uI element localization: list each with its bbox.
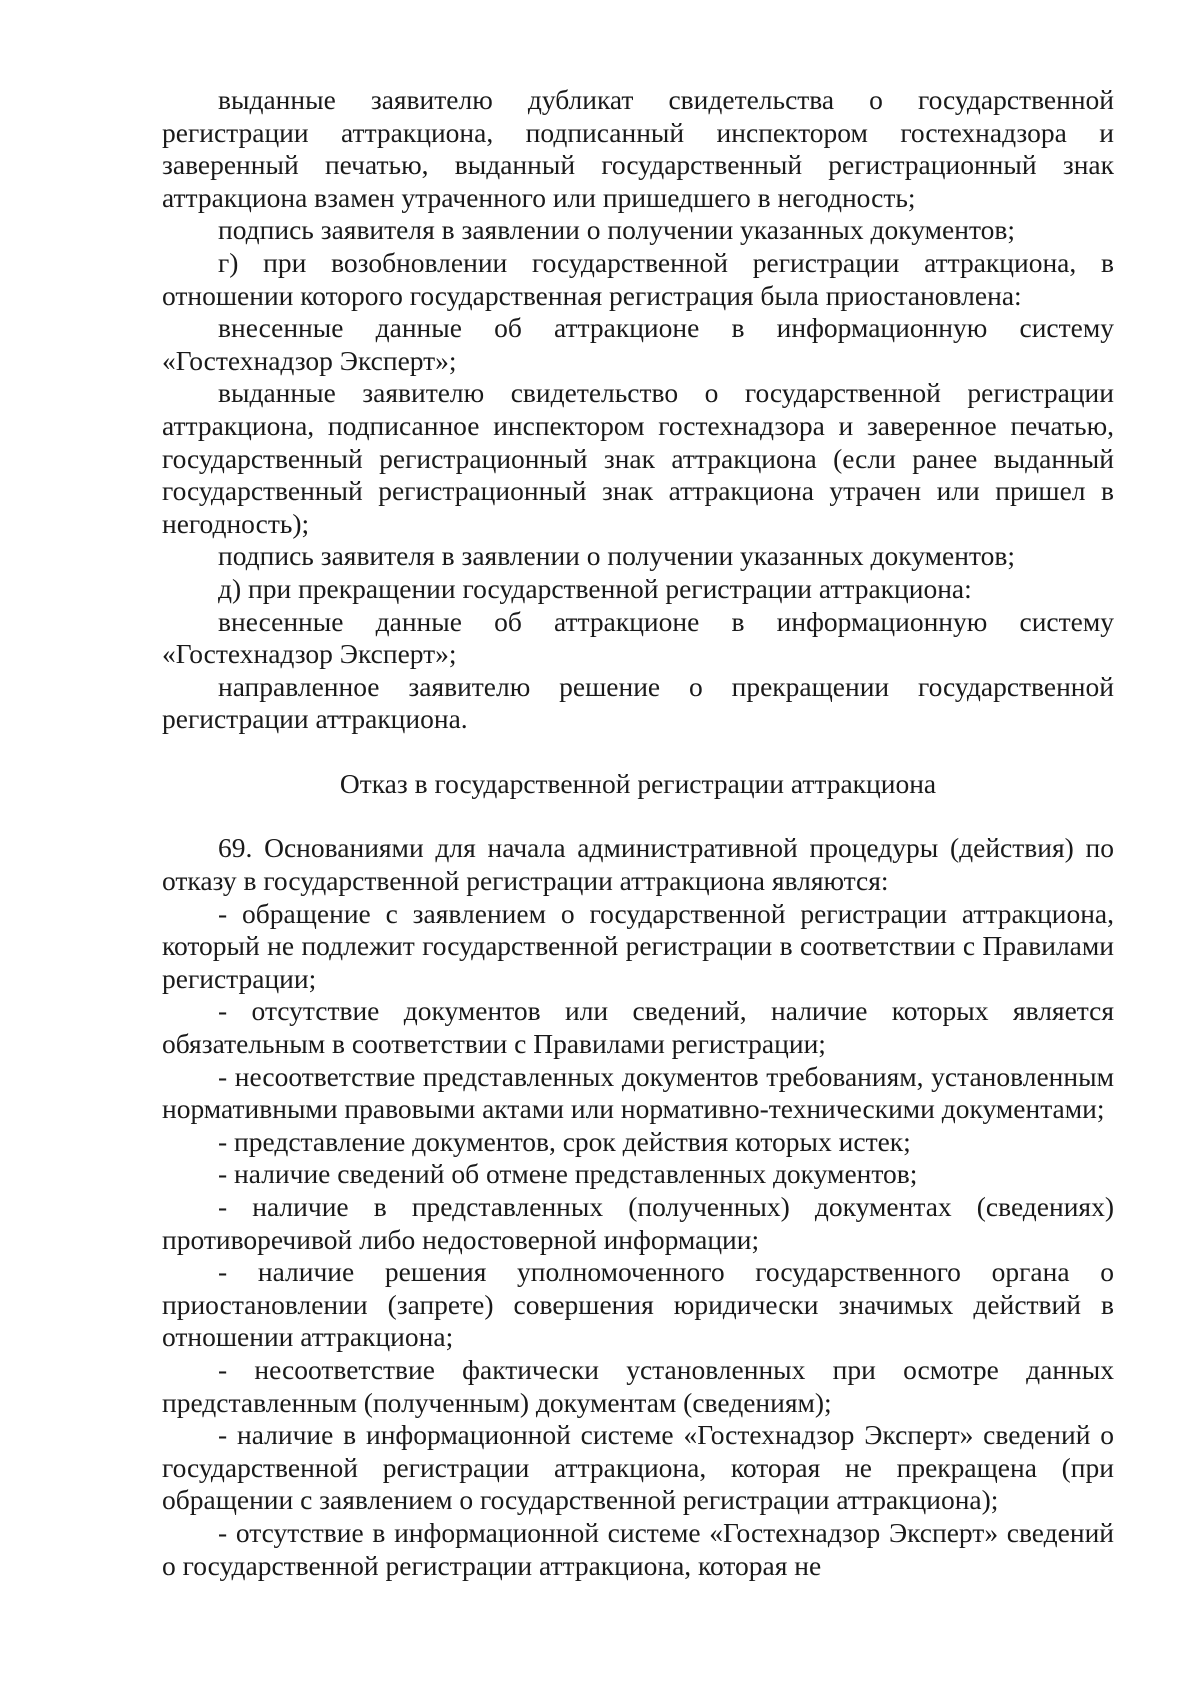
document-page	[162, 84, 1114, 1582]
list-item: - обращение с заявлением о государственной регистрации аттракциона, который не подлежит государственной регистрации в соответствии с Правилами регистрации;	[162, 897, 1114, 994]
paragraph: выданные заявителю дубликат свидетельства о государственной регистрации аттракциона, подписанный инспектором гостехнадзора и заверенный печатью, выданный государственный регистрационный знак аттракциона взамен утраченного или пришедшего в негодность;	[162, 84, 1114, 213]
spacer	[162, 736, 1114, 768]
list-item: - несоответствие фактически установленных при осмотре данных представленным (полученным) документам (сведениям);	[162, 1353, 1114, 1418]
list-item: - наличие в представленных (полученных) документах (сведениях) противоречивой либо недостоверной информации;	[162, 1191, 1114, 1255]
paragraph: подпись заявителя в заявлении о получении указанных документов;	[218, 214, 1015, 246]
list-item: - наличие сведений об отмене представленных документов;	[218, 1158, 918, 1190]
paragraph: направленное заявителю решение о прекращении государственной регистрации аттракциона.	[162, 670, 1114, 735]
list-item: - отсутствие в информационной системе «Гостехнадзор Эксперт» сведений о государственной регистрации аттракциона, которая не	[162, 1516, 1114, 1581]
paragraph: г) при возобновлении государственной регистрации аттракциона, в отношении которого государственная регистрация была приостановлена:	[162, 246, 1114, 311]
paragraph: 69. Основаниями для начала административной процедуры (действия) по отказу в государственной регистрации аттракциона являются:	[162, 832, 1114, 897]
paragraph: д) при прекращении государственной регистрации аттракциона:	[218, 572, 972, 604]
paragraph: внесенные данные об аттракционе в информационную систему «Гостехнадзор Эксперт»;	[162, 312, 1114, 376]
list-item: - наличие решения уполномоченного государственного органа о приостановлении (запрете) совершения юридически значимых действий в отношении аттракциона;	[162, 1256, 1114, 1353]
paragraph: подпись заявителя в заявлении о получении указанных документов;	[218, 540, 1015, 572]
paragraph: внесенные данные об аттракционе в информационную систему «Гостехнадзор Эксперт»;	[162, 605, 1114, 670]
list-item: - наличие в информационной системе «Гостехнадзор Эксперт» сведений о государственной регистрации аттракциона, которая не прекращена (при обращении с заявлением о государственной регистрации аттракциона);	[162, 1419, 1114, 1516]
list-item: - представление документов, срок действия которых истек;	[218, 1125, 911, 1157]
list-item: - несоответствие представленных документов требованиям, установленным нормативными правовыми актами или нормативно-техническими документами;	[162, 1060, 1114, 1125]
paragraph: выданные заявителю свидетельство о государственной регистрации аттракциона, подписанное инспектором гостехнадзора и заверенное печатью, государственный регистрационный знак аттракциона (если ранее выданный государственный регистрационный знак аттракциона утрачен или пришел в негодность);	[162, 377, 1114, 539]
spacer	[162, 800, 1114, 832]
list-item: - отсутствие документов или сведений, наличие которых является обязательным в соответствии с Правилами регистрации;	[162, 995, 1114, 1060]
section-heading: Отказ в государственной регистрации аттракциона	[339, 767, 937, 799]
